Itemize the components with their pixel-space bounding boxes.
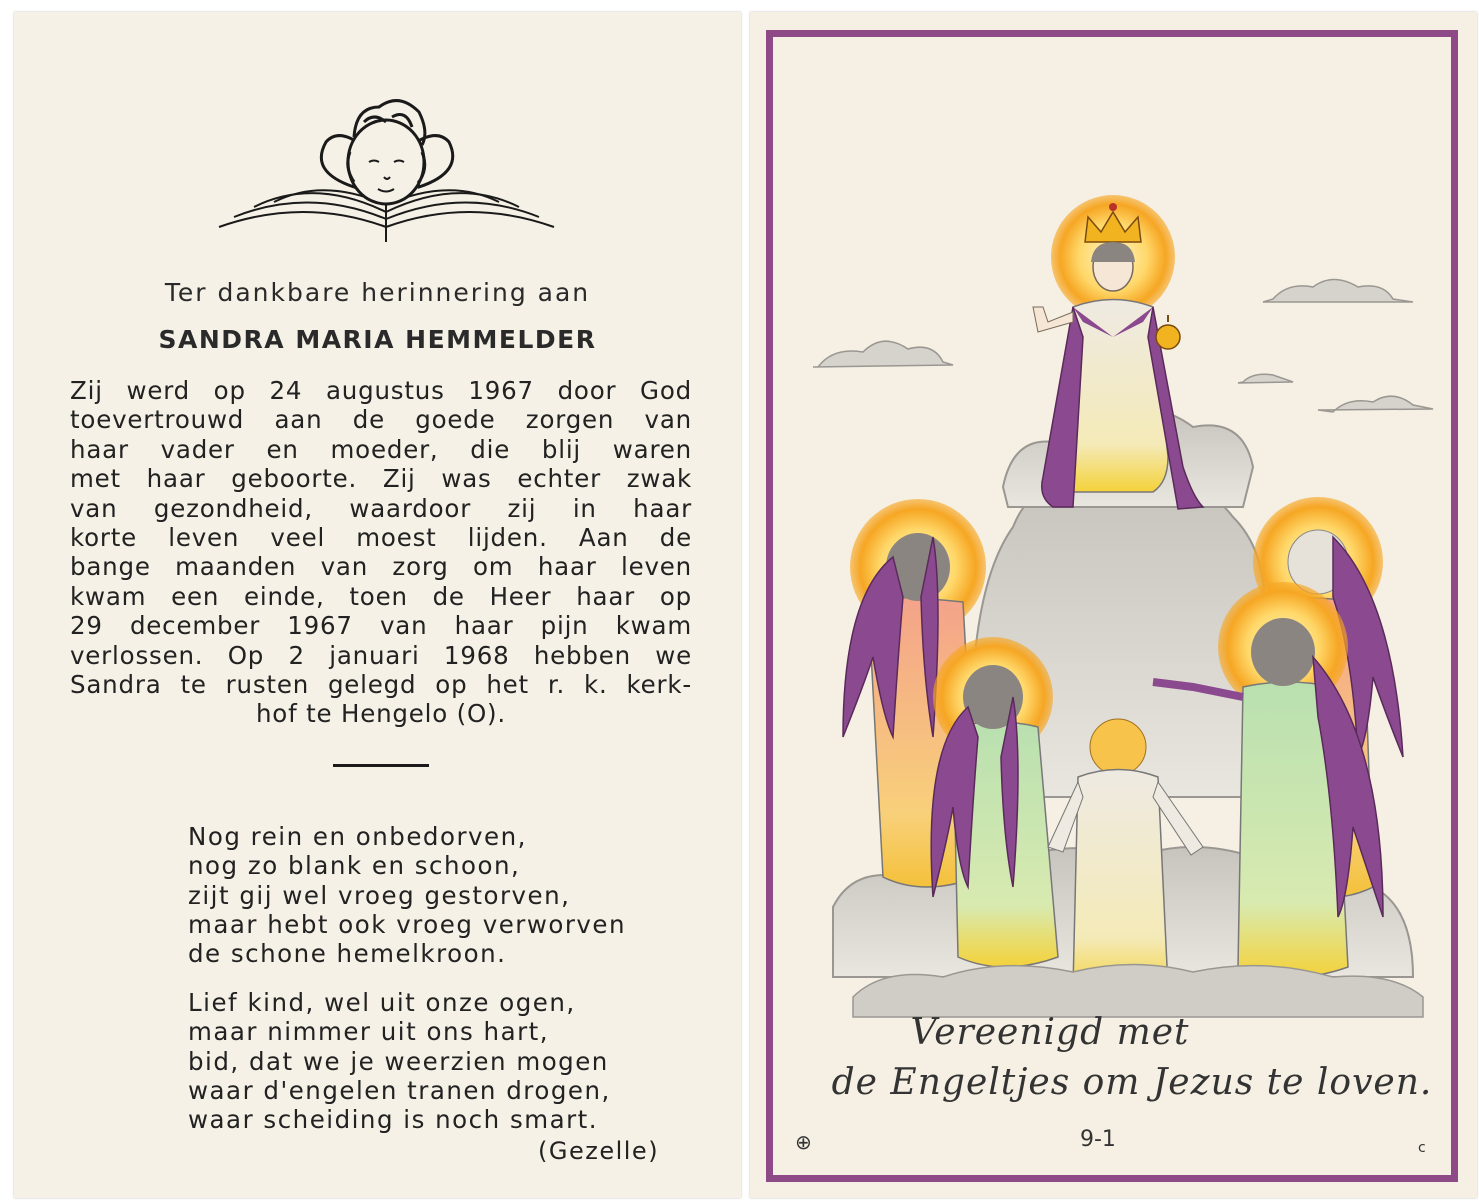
poem-line: waar scheiding is noch smart. [188, 1105, 599, 1135]
poem-line: bid, dat we je weerzien mogen [188, 1046, 609, 1076]
biography-line: Sandra te rusten gelegd op het r. k. kerk- [70, 670, 692, 700]
biography-line: met haar geboorte. Zij was echter zwak [70, 464, 692, 494]
biography-line: kwam een einde, toen de Heer haar op [70, 581, 692, 611]
caption-line-1: Vereenigd met [910, 1012, 1190, 1053]
corner-mark: c [1418, 1140, 1426, 1156]
deceased-name: SANDRA MARIA HEMMELDER [158, 325, 597, 354]
biography-line: bange maanden van zorg om haar leven [70, 552, 692, 582]
memorial-text-card [14, 12, 741, 1198]
biography-line: 29 december 1967 van haar pijn kwam [70, 611, 692, 641]
poem-line: Lief kind, wel uit onze ogen, [188, 988, 576, 1017]
cherub-open-book-illustration [214, 77, 559, 247]
biography-line: hof te Hengelo (O). [255, 699, 507, 729]
biography-line: korte leven veel moest lijden. Aan de [70, 523, 692, 553]
poem-line: zijt gij wel vroeg gestorven, [188, 880, 571, 910]
poem-stanza-1 [188, 822, 708, 968]
poem-line: maar hebt ook vroeg verworven [188, 909, 627, 939]
section-divider [333, 764, 429, 767]
publisher-mark: ⊕ [795, 1130, 812, 1154]
devotional-image-card [750, 12, 1477, 1198]
angels-adoring-infant-jesus-illustration [773, 37, 1451, 1175]
poem-line: waar d'engelen tranen drogen, [188, 1075, 611, 1105]
biography-line: verlossen. Op 2 januari 1968 hebben we [70, 640, 692, 670]
biography-line: van gezondheid, waardoor zij in haar [70, 493, 692, 523]
biography-line: haar vader en moeder, die blij waren [70, 434, 692, 464]
caption-line-2: de Engeltjes om Jezus te loven. [831, 1062, 1433, 1103]
card-number: 9-1 [1080, 1127, 1116, 1152]
biography-text [70, 376, 692, 729]
biography-line: toevertrouwd aan de goede zorgen van [70, 405, 692, 435]
dedication-heading: Ter dankbare herinnering aan [164, 278, 591, 307]
poem-line: maar nimmer uit ons hart, [188, 1017, 550, 1047]
biography-line: Zij werd op 24 augustus 1967 door God [70, 376, 692, 405]
poem-line: nog zo blank en schoon, [188, 851, 521, 881]
poem-attribution: (Gezelle) [538, 1137, 660, 1165]
poem-stanza-2 [188, 988, 708, 1134]
poem-line: Nog rein en onbedorven, [188, 822, 527, 851]
poem-line: de schone hemelkroon. [188, 939, 507, 969]
